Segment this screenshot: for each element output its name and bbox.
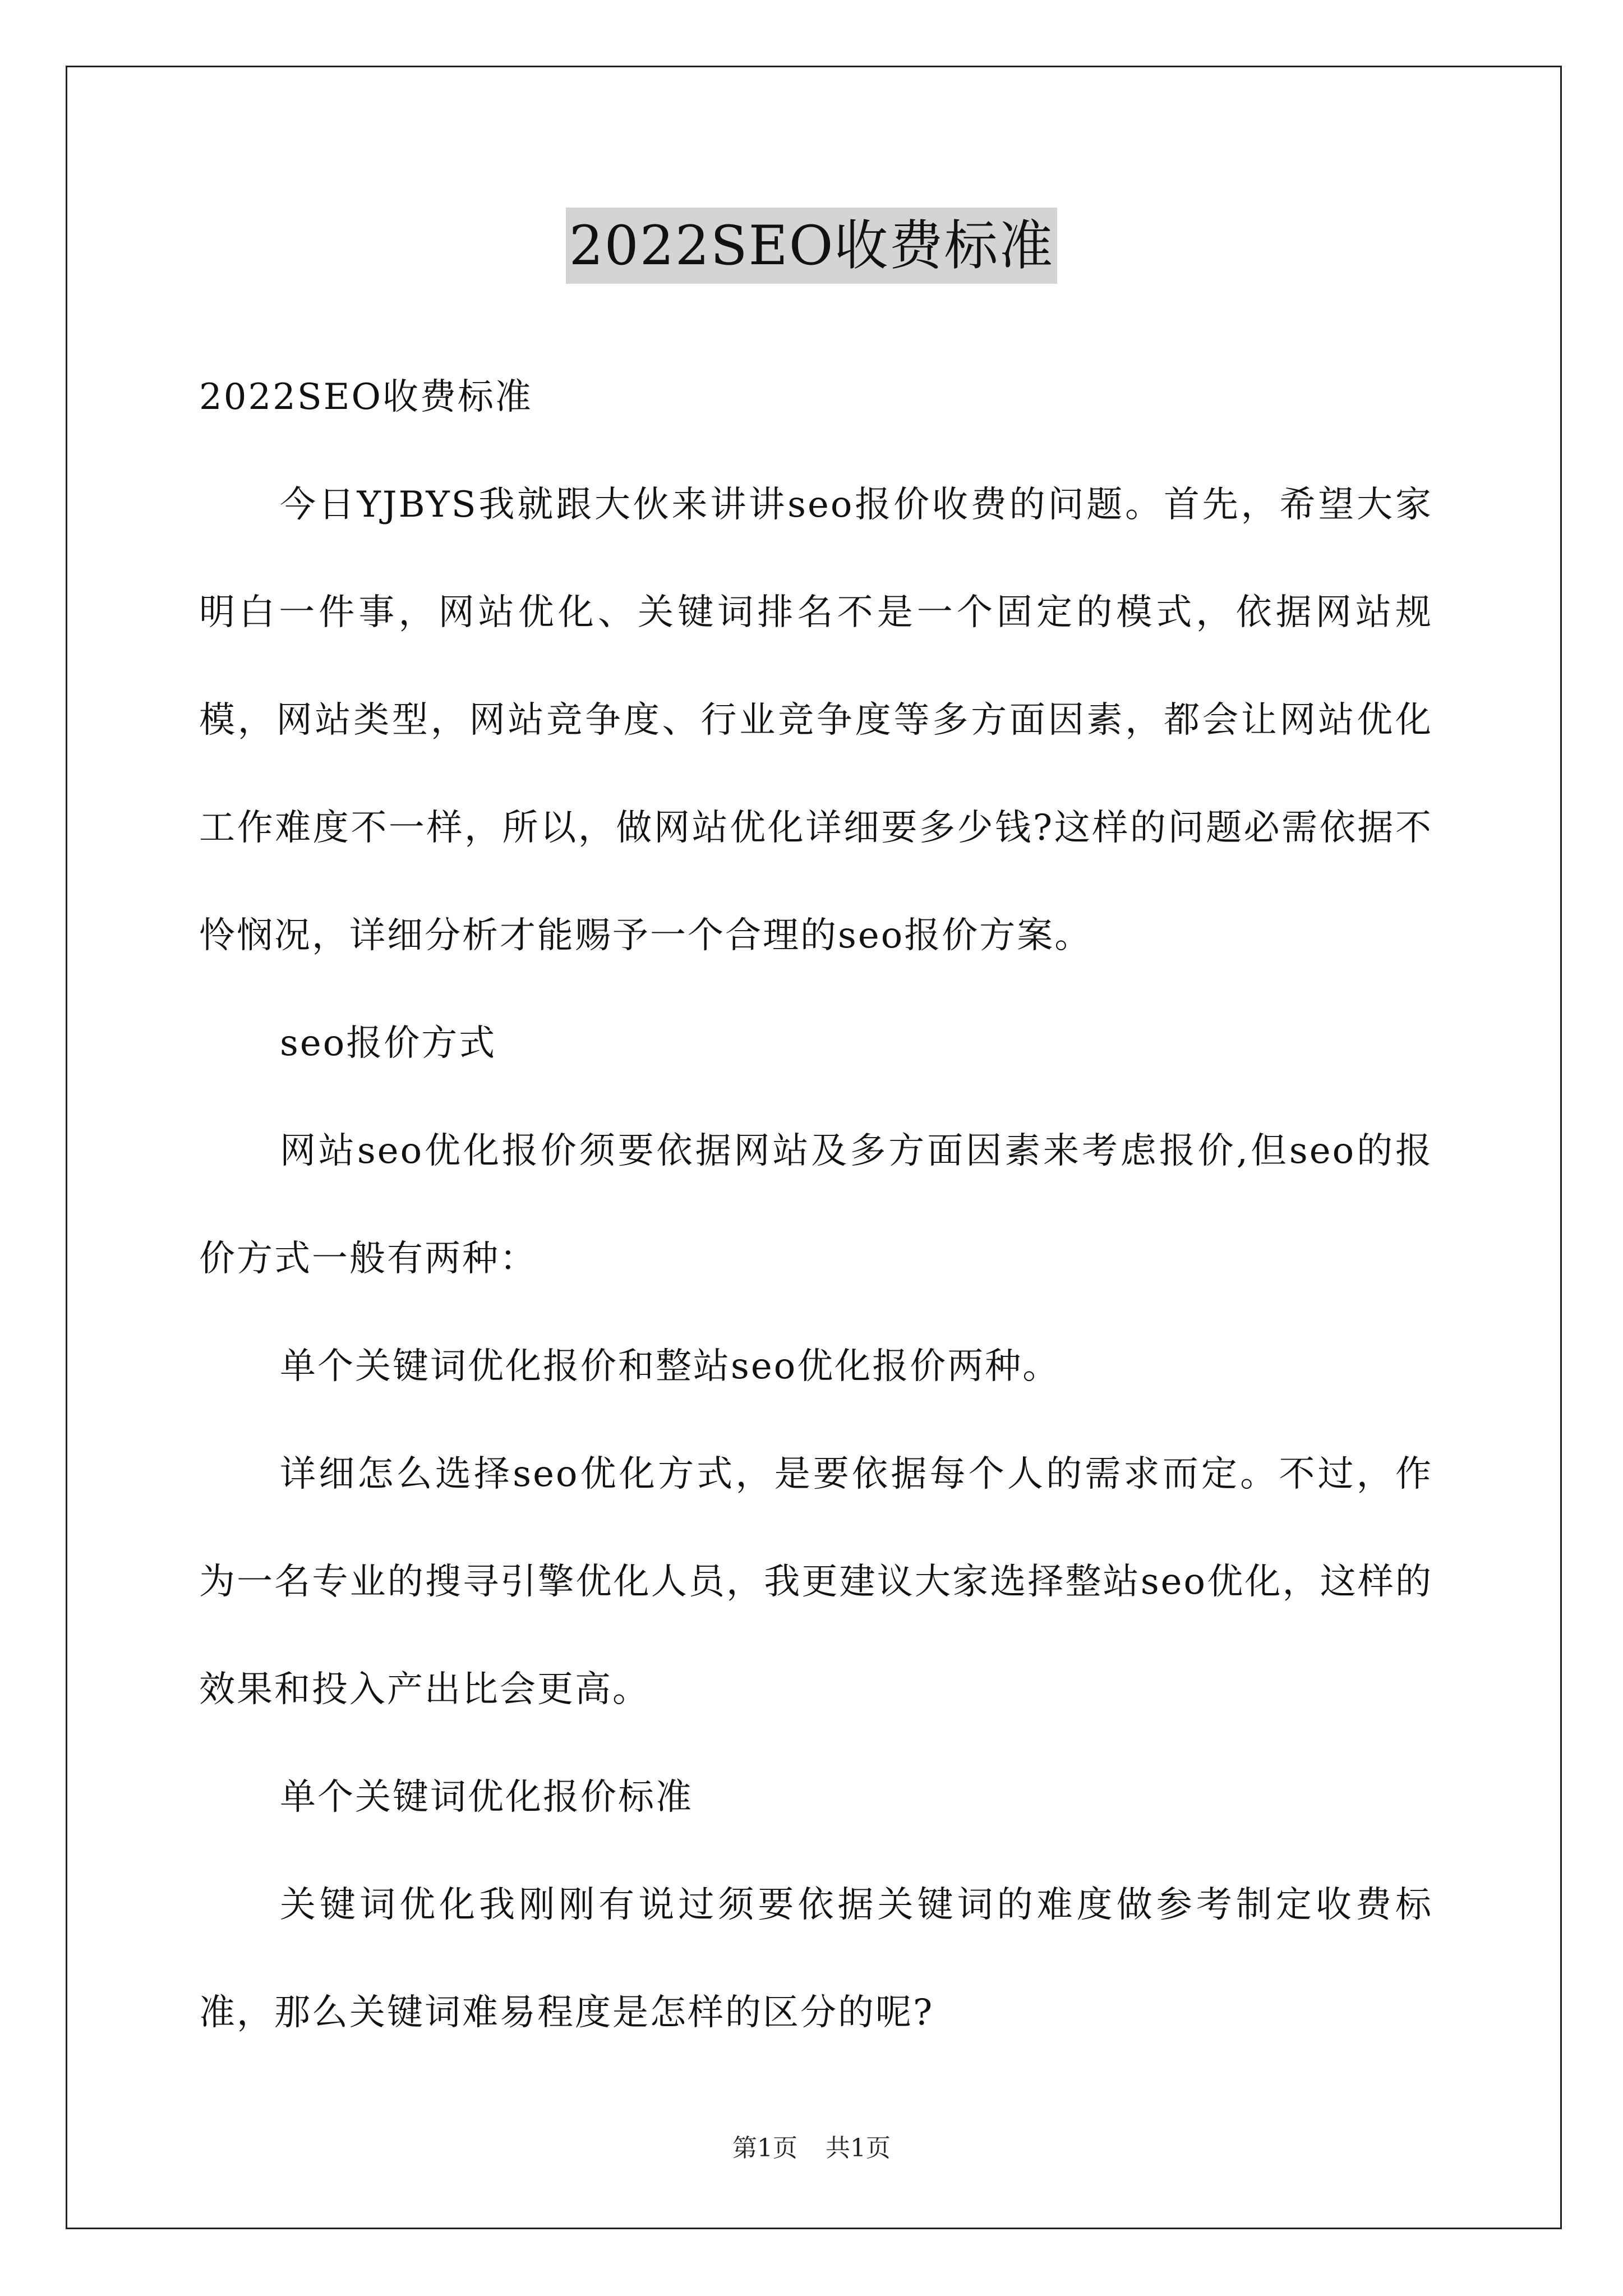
title-container [0,208,1623,284]
paragraph-intro: 今日YJBYS我就跟大伙来讲讲seo报价收费的问题。首先，希望大家明白一件事，网站优化、关键词排名不是一个固定的模式，依据网站规模，网站类型，网站竞争度、行业竞争度等多方面因素，都会让网站优化工作难度不一样，所以，做网站优化详细要多少钱?这样的问题必需依据不怜悯况，详细分析才能赐予一个合理的seo报价方案。 [199,484,1433,956]
paragraph-two-types: 单个关键词优化报价和整站seo优化报价两种。 [280,1346,1061,1387]
section-heading-pricing-method: seo报价方式 [280,1023,497,1064]
document-title: 2022SEO收费标准 [566,208,1058,284]
page-footer [0,2132,1623,2165]
document-body [199,343,1433,2067]
section-heading-keyword-pricing: 单个关键词优化报价标准 [280,1777,693,1818]
page-number-total: 共1页 [826,2134,891,2162]
paragraph-pricing-method: 网站seo优化报价须要依据网站及多方面因素来考虑报价,但seo的报价方式一般有两种： [199,1130,1433,1280]
paragraph-subtitle: 2022SEO收费标准 [199,376,533,418]
paragraph-keyword-pricing: 关键词优化我刚刚有说过须要依据关键词的难度做参考制定收费标准，那么关键词难易程度是怎样的区分的呢? [199,1884,1433,2033]
paragraph-recommendation: 详细怎么选择seo优化方式，是要依据每个人的需求而定。不过，作为一名专业的搜寻引擎优化人员，我更建议大家选择整站seo优化，这样的效果和投入产出比会更高。 [199,1453,1433,1710]
page-number-current: 第1页 [732,2134,797,2162]
